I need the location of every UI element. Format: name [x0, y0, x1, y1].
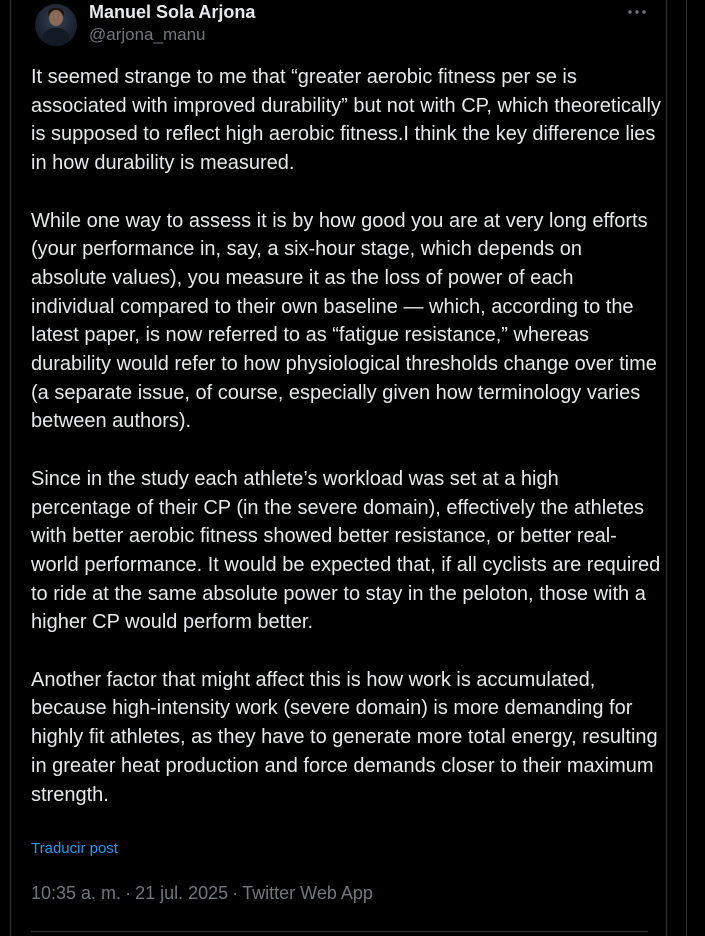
post-date[interactable]: 21 jul. 2025: [135, 883, 229, 903]
post-paragraph: While one way to assess it is by how good you are at very long efforts (your performance in, say, a six-hour stage, which depends on absolute values), you measure it as the loss of power of each individual compared to their own baseline — which, according to the latest paper, is now referred to as “fatigue resistance,” whereas durability would refer to how physiological thresholds change over time (a separate issue, of course, especially given how terminology varies between authors).: [31, 209, 657, 433]
column-divider: [686, 0, 687, 936]
post-source: Twitter Web App: [242, 883, 373, 903]
post-text: [31, 63, 661, 809]
avatar-face: [49, 10, 63, 26]
divider: [31, 931, 648, 932]
post-metadata: [31, 883, 373, 904]
meta-separator: ·: [232, 883, 239, 903]
author-display-name[interactable]: Manuel Sola Arjona: [89, 2, 256, 22]
more-horizontal-icon: [627, 9, 647, 15]
more-options-button[interactable]: [623, 0, 651, 24]
post-time[interactable]: 10:35 a. m.: [31, 883, 122, 903]
avatar-body: [42, 28, 70, 46]
post-header: [11, 0, 666, 56]
post-paragraph: Another factor that might affect this is how work is accumulated, because high-intensity work (severe domain) is more demanding for highly fit athletes, as they have to generate more total energy, resulting in greater heat production and force demands closer to their maximum strength.: [31, 668, 658, 806]
post-card: [10, 0, 667, 936]
author-handle[interactable]: @arjona_manu: [89, 25, 206, 44]
post-paragraph: It seemed strange to me that “greater aerobic fitness per se is associated with improved durability” but not with CP, which theoretically is supposed to reflect high aerobic fitness.I think the key difference lies in how durability is measured.: [31, 66, 661, 175]
translate-post-link[interactable]: Traducir post: [31, 840, 118, 857]
meta-separator: ·: [125, 883, 132, 903]
author-avatar[interactable]: [35, 4, 77, 46]
post-paragraph: Since in the study each athlete’s workload was set at a high percentage of their CP (in the severe domain), effectively the athletes with better aerobic fitness showed better resistance, or better real-world performance. It would be expected that, if all cyclists are required to ride at the same absolute power to stay in the peloton, those with a higher CP would perform better.: [31, 467, 661, 634]
